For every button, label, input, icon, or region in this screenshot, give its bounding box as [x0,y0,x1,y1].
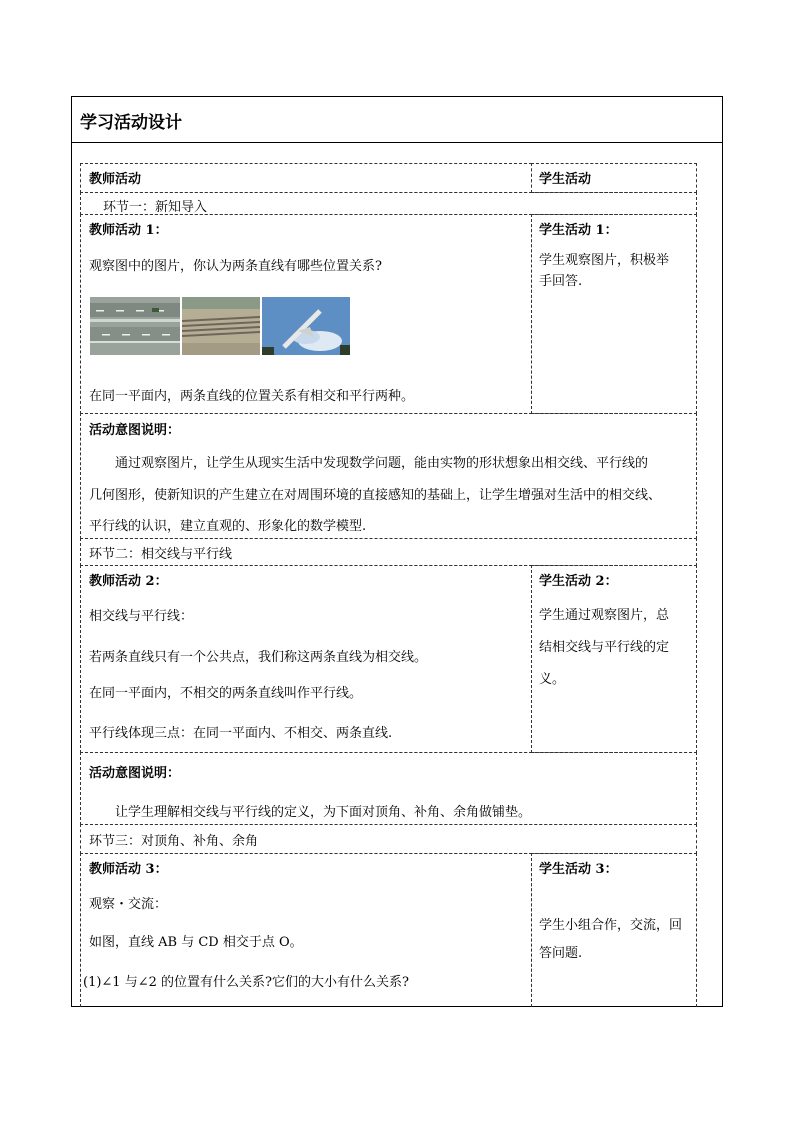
section2-label: 环节二：相交线与平行线 [89,547,233,562]
section3-student-title: 学生活动 3： [539,862,618,877]
section1-intent-line3: 平行线的认识，建立直观的、形象化的数学模型. [89,519,367,534]
section1-student-line1: 学生观察图片，积极举 [539,253,670,268]
railway-photo [182,297,260,355]
section1-student-cell [531,214,697,414]
section3-line1: 观察・交流： [89,897,168,912]
section1-intent-line2: 几何图形，使新知识的产生建立在对周围环境的直接感知的基础上，让学生增强对生活中的相交线、 [89,488,662,503]
section3-teacher-cell [80,853,532,1007]
section1-intent-cell [80,413,697,539]
section2-line3: 在同一平面内，不相交的两条直线叫作平行线。 [89,686,363,701]
section2-teacher-title: 教师活动 2： [89,574,168,589]
section2-student-title: 学生活动 2： [539,574,618,589]
section3-student-cell [531,853,697,1007]
section1-intent-title: 活动意图说明： [89,423,181,438]
section2-intent-title: 活动意图说明： [89,766,181,781]
jet-plane-photo [262,297,350,355]
section1-student-line2: 手回答. [539,274,583,289]
section2-student-line3: 义。 [539,672,566,687]
road-photo [90,297,180,355]
section1-intent-line1: 通过观察图片，让学生从现实生活中发现数学问题，能由实物的形状想象出相交线、平行线的 [115,456,649,471]
section2-teacher-cell [80,565,532,753]
section3-student-line2: 答问题. [539,946,583,961]
page-title: 学习活动设计 [80,113,182,133]
section2-student-cell [531,565,697,753]
section3-teacher-title: 教师活动 3： [89,862,168,877]
section3-label: 环节三：对顶角、补角、余角 [89,834,259,849]
teacher-header: 教师活动 [89,172,142,187]
section2-intent-cell [80,752,697,825]
section1-teacher-title: 教师活动 1： [89,223,168,238]
section1-teacher-cell [80,214,532,414]
teacher-header-cell [80,163,532,193]
section2-student-line1: 学生通过观察图片，总 [539,608,670,623]
student-header: 学生活动 [539,172,592,187]
section3-student-line1: 学生小组合作，交流，回 [539,918,683,933]
section2-label-row [80,538,697,566]
section2-line1: 相交线与平行线： [89,609,194,624]
table-title-row [72,97,722,143]
student-header-cell [531,163,697,193]
section2-student-line2: 结相交线与平行线的定 [539,640,670,655]
section1-label-row [80,192,697,215]
section3-label-row [80,824,697,854]
section3-line2: 如图，直线 AB 与 CD 相交于点 O。 [89,935,303,950]
section1-student-title: 学生活动 1： [539,223,618,238]
section1-teacher-conclusion: 在同一平面内，两条直线的位置关系有相交和平行两种。 [89,389,415,404]
section3-line3: (1)∠1 与∠2 的位置有什么关系?它们的大小有什么关系? [83,975,409,990]
section2-intent-line1: 让学生理解相交线与平行线的定义，为下面对顶角、补角、余角做铺垫。 [115,805,532,820]
section2-line2: 若两条直线只有一个公共点，我们称这两条直线为相交线。 [89,650,428,665]
section2-line4: 平行线体现三点：在同一平面内、不相交、两条直线. [89,726,393,741]
section1-teacher-question: 观察图中的图片，你认为两条直线有哪些位置关系? [89,259,382,274]
section1-label: 环节一：新知导入 [103,200,208,215]
